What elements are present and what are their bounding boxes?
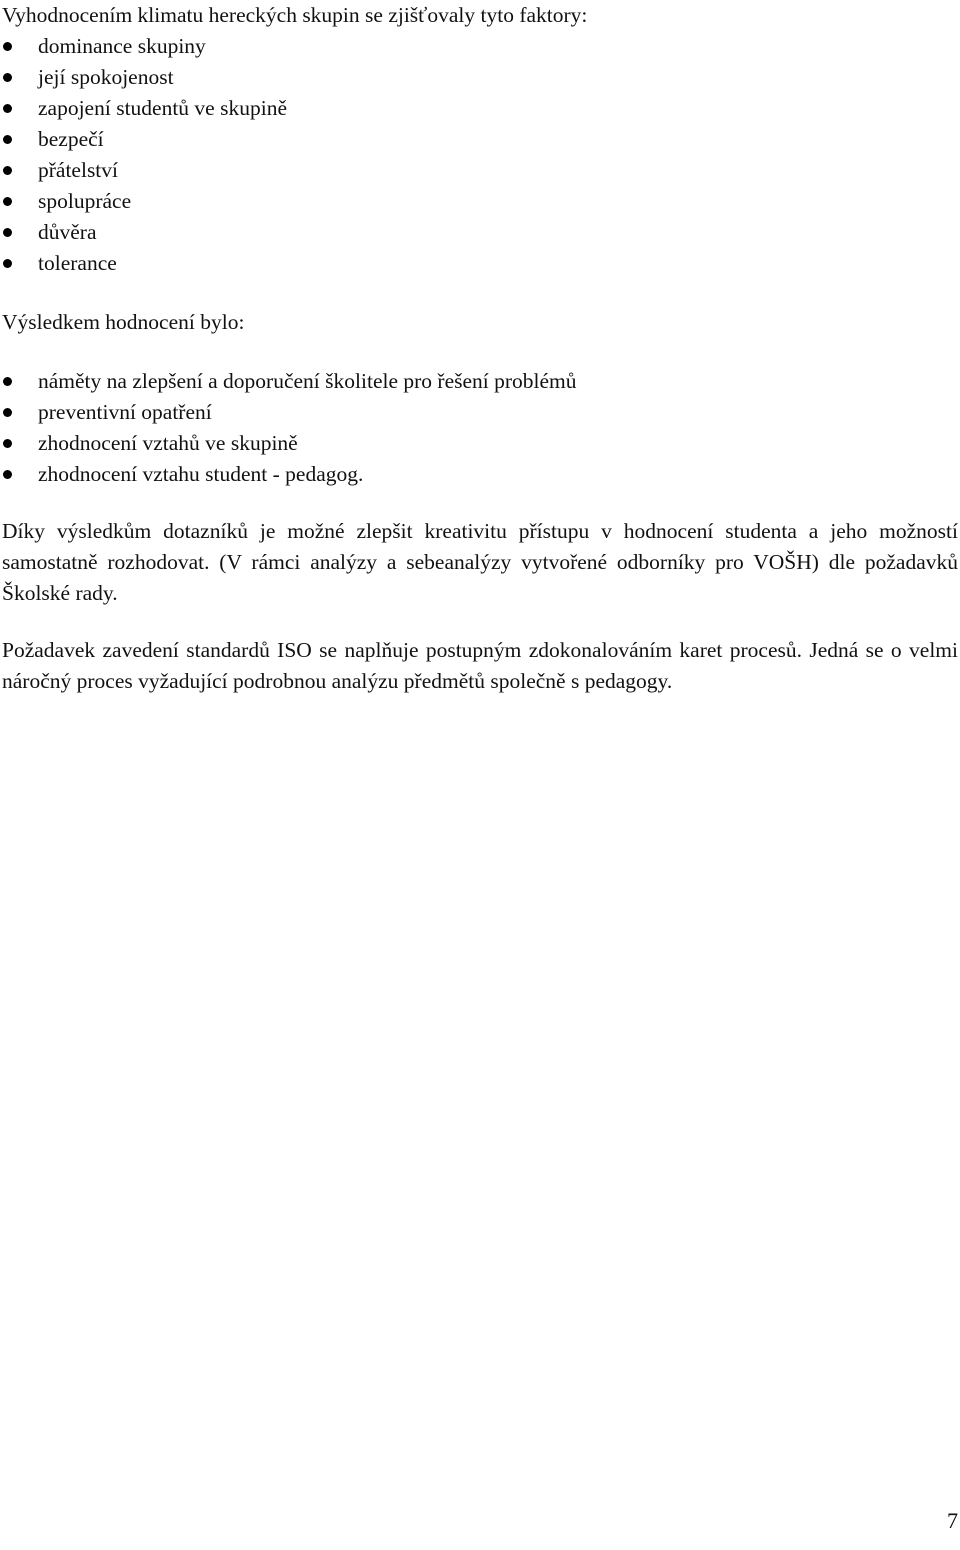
results-list bbox=[2, 366, 958, 490]
factors-list bbox=[2, 31, 958, 279]
section1-heading: Vyhodnocením klimatu hereckých skupin se zjišťovaly tyto faktory: bbox=[2, 3, 588, 27]
bullet-icon bbox=[3, 470, 12, 479]
document-page bbox=[2, 0, 958, 697]
page-number: 7 bbox=[947, 1508, 958, 1533]
list-item: dominance skupiny bbox=[2, 31, 958, 62]
list-item: přátelství bbox=[2, 155, 958, 186]
bullet-icon bbox=[3, 166, 12, 175]
bullet-icon bbox=[3, 104, 12, 113]
list-item: preventivní opatření bbox=[2, 397, 958, 428]
section2-heading: Výsledkem hodnocení bylo: bbox=[2, 310, 245, 334]
list-item: spolupráce bbox=[2, 186, 958, 217]
bullet-icon bbox=[3, 408, 12, 417]
paragraph-iso-standards: Požadavek zavedení standardů ISO se naplňuje postupným zdokonalováním karet procesů. Jedná se o velmi náročný proces vyžadující podrobnou analýzu předmětů společně s pedagogy. bbox=[2, 638, 958, 693]
list-item: zhodnocení vztahu student - pedagog. bbox=[2, 459, 958, 490]
list-item: zapojení studentů ve skupině bbox=[2, 93, 958, 124]
bullet-icon bbox=[3, 228, 12, 237]
list-item: tolerance bbox=[2, 248, 958, 279]
list-item: bezpečí bbox=[2, 124, 958, 155]
list-item: důvěra bbox=[2, 217, 958, 248]
bullet-icon bbox=[3, 42, 12, 51]
bullet-icon bbox=[3, 135, 12, 144]
list-item: její spokojenost bbox=[2, 62, 958, 93]
list-item: zhodnocení vztahů ve skupině bbox=[2, 428, 958, 459]
bullet-icon bbox=[3, 377, 12, 386]
bullet-icon bbox=[3, 259, 12, 268]
bullet-icon bbox=[3, 439, 12, 448]
bullet-icon bbox=[3, 197, 12, 206]
list-item: náměty na zlepšení a doporučení školitele pro řešení problémů bbox=[2, 366, 958, 397]
paragraph-questionnaires: Díky výsledkům dotazníků je možné zlepšit kreativitu přístupu v hodnocení studenta a jeho možností samostatně rozhodovat. (V rámci analýzy a sebeanalýzy vytvořené odborníky pro VOŠH) dle požadavků Školské rady. bbox=[2, 519, 958, 605]
bullet-icon bbox=[3, 73, 12, 82]
